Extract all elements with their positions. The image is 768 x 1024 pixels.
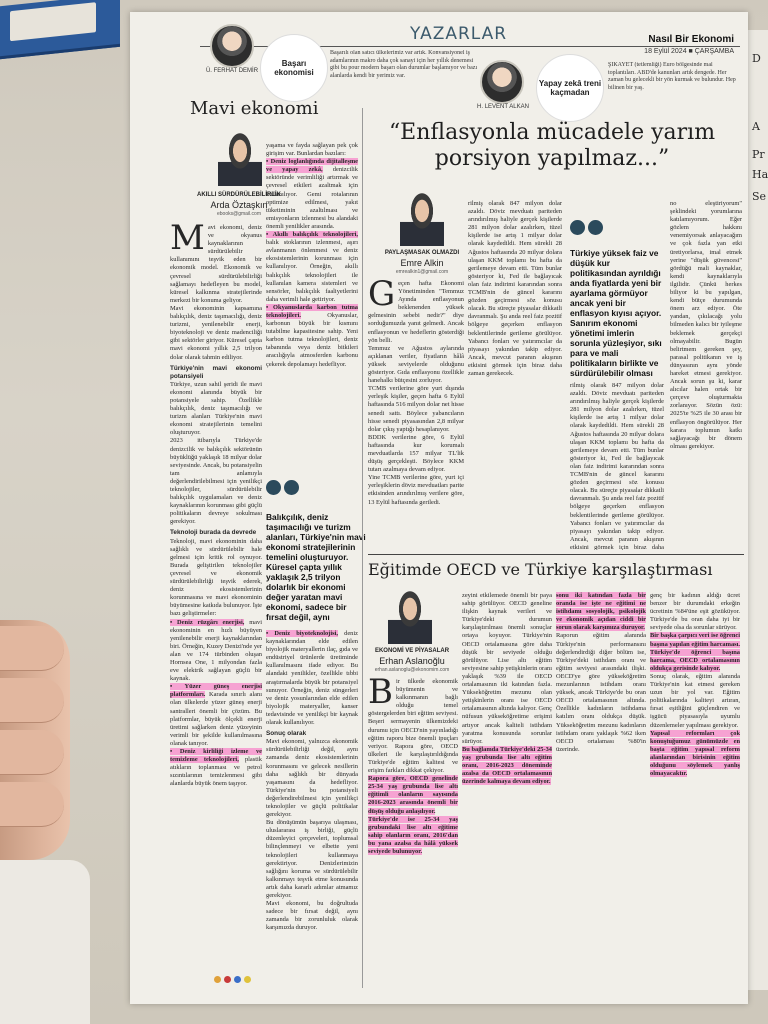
author-tag-enflasyon: PAYLAŞMASAK OLMAZDI: [384, 250, 460, 256]
oecd-column-3: sonu iki katından fazla bir oranda ise işte ne eğitimi ne istihdamı sosyolojik, psikolojik ve ekonomik açıdan ciddi bir sorun olarak karşımıza duruyor. Raporun eğitim alanında Türkiye'nin performansını değerlendirdiği diğer bölüm ise, Türkiye'deki istihdam oranı ve eğitim seviyesi arasındaki ilişki. OECD'ye göre yükseköğretim mezunlarının istihdam oranı yüksek, ancak Türkiye'de bu oran OECD ortalamasının altında. Özellikle kadınların istihdama katılım oranı oldukça düşük. Yükseköğretim mezunu kadınların istihdam oranı yaklaşık %62 iken OECD ortalaması %80'in üzerinde.: [556, 592, 646, 753]
author-caption-right: H. LEVENT ALKAN: [477, 104, 529, 110]
teaser-text-right: ŞİKAYET (tetlemliği) Euro bölgesinde mal toplantıları. ABD'de kanunları artık dengede. Her zaman bu gelecekli bir yön kurmak ve bulundur. Hep bilinen bir yaş.: [608, 62, 736, 91]
headline-enflasyon: “Enflasyonla mücadele yarım porsiyon yapılmaz...”: [388, 120, 716, 171]
enflasyon-column-1: Geçen hafta Ekonomi Yönetiminden "Temmuz Ayında enflasyonun beklenenden yüksek gelmesinin sebebi nedir?" diye sorduğumuzda yanıt gelmedi. Ancak enflasyonun ve hedeflerin gösterdiği yön belli. Temmuz ve Ağustos aylarında açıklanan veriler, fiyatların hâlâ yüksek seviyelerde olduğunu gösteriyor. Gıda enflasyonu özellikle hanehalkı bütçesini zorluyor. TCMB verilerine göre yurt dışında yerleşik kişiler, geçen hafta 6 Eylül haftasında 516 milyon dolar net hisse senedi sattı. Böylece yabancıların hisse senedi piyasasından 2,8 milyar dolar çıkış yaptığı hesaplanıyor. BDDK verilerine göre, 6 Eylül haftasında kur korumalı mevduatlarda 157 milyar TL'lik düşüş gerçekleşti. Böylece KKM tutarı azalmaya devam ediyor. Yine TCMB verilerine göre, yurt içi yerleşiklerin döviz mevduatları parite etkisinden arındırılmış verilere göre, 13 Eylül haftasında geriledi.: [368, 280, 464, 506]
oecd-column-4: genç bir kadının aldığı ücret benzer bir durumdaki erkeğin ücretinin %84'üne eşit gözüküyor. Türkiye'de bu oran daha iyi bir seviyede olsa da sorunlar sürüyor. Bir başka çarpıcı veri ise öğrenci başına yapılan eğitim harcaması. Türkiye'de öğrenci başına harcama, OECD ortalamasının oldukça gerisinde kalıyor. Sonuç olarak, eğitim alanında Türkiye'nin kat etmesi gereken uzun bir yol var. Eğitim politikalarında kaliteyi artıran, fırsat eşitliğini güçlendiren ve işgücü piyasasıyla uyumlu düzenlemeler yapılması gerekiyor. Yapısal reformları çok konuştuğumuz günümüzde en başta eğitim yapısal reform alanlarından birisinin eğitim olduğunu söylemek yanlış olmayacaktır.: [650, 592, 740, 778]
quote-marks-enflasyon: [570, 220, 606, 240]
enflasyon-column-3: rilmiş olarak 847 milyon dolar azaldı. Döviz mevduatı pariteden arındırılmış haliyle gerçek kişilerde 281 milyon dolar azalırken, tüzel kişilerde ise artış 1 milyar dolar olarak kaydedildi. Hem sürekli 28 Ağustos haftasında 20 milyar dolara ulaşan KKM toplamı bu hafta da gerilemeye devam etti. Tüm bunlar gösteriyor ki, Fed ile bağlayıcak olan faiz indirimi kararından sonra TCMB'nin de güncel kararını gözden geçirmesi söz konusu olacak. Bu süreçte piyasalar dikkatli davranmalı. Şu anda reel faiz pozitif bölgeye geçerken enflasyon beklentilerinde gerileme görülüyor. Yabancı fonları ve yatırımcılar da piyasayı yakından takip ediyor. Ancak, mevcut paranın akışının etkisini görmek için biraz daha: [570, 382, 664, 550]
teaser-bubble-right: Yapay zekâ treni kaçmadan: [536, 54, 604, 122]
column-divider: [362, 108, 363, 988]
author-avatar-right: [480, 60, 524, 104]
newspaper-page: [130, 12, 748, 1004]
headline-oecd: Eğitimde OECD ve Türkiye karşılaştırması: [368, 560, 713, 579]
author-tag-mavi: AKILLI SÜRDÜRÜLEBİLİRLİK: [197, 192, 281, 198]
mavi-column-2-top: yaşama ve fayda sağlayan pek çok girişim var. Bunlardan bazıları: • Deniz loglanlığında dijitalleşme ve yapay zekâ, denizcilik sektöründe verimliliği artırmak ve çevresel etkileri azaltmak için kullanılıyor. Gemi rotalarının optimize edilmesi, yakıt tüketiminin azaltılması ve emisyonların izlenmesi bu alandaki önemli yenilikler arasında. • Akıllı balıkçılık teknolojileri, balık stoklarının izlenmesi, aşırı avlanmanın önlenmesi ve deniz ekosistemlerinin korunması için kullanılıyor. Örneğin, akıllı balıkçılık teknolojileri ile kullanılan kamera sistemleri ve sensörler, balıkçılık faaliyetlerini daha verimli hale getiriyor. • Okyanuslarda karbon tutma teknolojileri. Okyanuslar, karbonun büyük bir kısmını tutabilme kapasitesine sahip. Yeni karbon tutma teknolojileri, deniz tabanında veya deniz bitkileri aracılığıyla atmosferden karbonu çekerek depolamayı hedefliyor.: [266, 142, 358, 368]
author-email-emre: emrealkin1@gmail.com: [395, 269, 449, 275]
quote-marks-mavi: [266, 480, 302, 500]
author-email-erhan: erhan.aslanoglu@ekonomim.com: [374, 667, 450, 673]
author-photo-emre: [400, 192, 444, 246]
author-avatar-left: [210, 24, 254, 68]
mavi-column-2-bottom: • Deniz biyoteknolojisi, deniz kaynaklarından elde edilen biyolojik materyallerin ilaç, gıda ve endüstriyel ürünlerde üretiminde kullanılmasını ifade ediyor. Bu alandaki yenilikler, özellikle tıbbi araştırmalarda büyük bir potansiyel sunuyor. Örneğin, deniz süngerleri ve deniz yosunlarından elde edilen biyolojik materyaller, kanser tedavisinde ve yenilikçi bir kaynak olarak kullanılıyor. Sonuç olarak Mavi ekonomi, yalnızca ekonomik sürdürülebilirliği değil, aynı zamanda deniz ekosistemlerinin korunmasını ve gelecek nesillerin daha sağlıklı bir dünyada yaşamasını da hedefliyor. Türkiye'nin bu potansiyeli değerlendirebilmesi için yenilikçi teknolojiler ve güçlü politikalar gerekiyor. Bu dönüşümün başarıya ulaşması, uluslararası iş birliği, güçlü düzenleyici çerçeveleri, toplumsal bilinçlenmeyi ve elbette yeni teknolojileri kullanmaya gerektiriyor. Denizlerimizin sağlığını koruma ve sürdürülebilir kalkınmayı teşvik etme konusunda artık daha kararlı adımlar atmamız gerekiyor. Mavi ekonomi, bu doğrultuda sadece bir fırsat değil, aynı zamanda bir zorunluluk olarak karşımızda duruyor.: [266, 630, 358, 932]
mavi-column-1: Mavi ekonomi, deniz ve okyanus kaynaklarının sürdürülebilir kullanımını teşvik eden bir ekonomik model. Ekonomik ve çevresel sürdürülebilirliği sağlamayı hedefleyen bu model, küresel kalkınma stratejilerinde merkezi bir konuma geliyor. Mavi ekonominin kapsamına balıkçılık, deniz taşımacılığı, deniz turizmi, yenilenebilir enerji, biyoteknoloji ve deniz madenciliği gibi sektörler giriyor. Küresel çapta mavi ekonomi yıllık 2,5 trilyon dolar olarak tahmin ediliyor. Türkiye'nin mavi ekonomi potansiyeli Türkiye, uzun sahil şeridi ile mavi ekonomi alanında büyük bir potansiyele sahip. Özellikle balıkçılık, deniz taşımacılığı ve turizm alanları Türkiye'nin mavi ekonomi stratejilerinin temelini oluşturuyor. 2023 itibarıyla Türkiye'de denizcilik ve balıkçılık sektörünün büyüklüğü yaklaşık 18 milyar dolar seviyesinde. Ancak, bu potansiyelin tam anlamıyla değerlendirilebilmesi için yenilikçi teknolojiler, sürdürülebilir balıkçılık uygulamaları ve deniz kaynaklarının korunması gibi güçlü politikaların devreye sokulması gerekiyor. Teknoloji burada da devrede Teknoloji, mavi ekonominin daha sağlıklı ve sürdürülebilir hale gelmesi için kritik rol oynuyor. Burada geliştirilen teknolojiler çevresel ve ekonomik sürdürülebilirliği teşvik ederek, deniz ekosistemlerinin korunmasına ve mavi ekonominin büyümesine katkıda bulunuyor. İşte bazı geliştirmeler: • Deniz rüzgârı enerjisi, mavi ekonominin en hızlı büyüyen yenilenebilir enerji kaynaklarından biri. Örneğin, Kuzey Denizi'nde yer alan ve 174 türbinden oluşan Hornsea One, 1 milyondan fazla eve elektrik sağlayan güçlü bir kaynak. • Yüzer güneş enerjisi platformları. Karada sınırlı alanı olan ülkelerde yüzer güneş enerji santralleri önemli bir çözüm. Bu platformlar, büyük ölçekli enerji üretimi sağlarken deniz yüzeyinin verimli bir şekilde kullanılmasına olanak tanıyor. • Deniz kirliliği izleme ve temizleme teknolojileri, plastik atıkların toplanması ve petrol sızıntılarının temizlenmesi gibi alanlarda büyük önem taşıyor.: [170, 224, 262, 788]
hand: [0, 620, 70, 860]
publication-name: Nasıl Bir Ekonomi: [648, 34, 734, 45]
pull-quote-enflasyon: Türkiye yüksek faiz ve düşük kur politikasından ayrıldığı anda fiyatlarda yeni bir ayarlama görmüyor ancak yeni bir enflasyon kıyısı açıyor. Sanırım ekonomi yönetimi imlerin sorunla yüzleşiyor, sıkı para ve mali politikaların birlikte ve sürdürülebilir olması: [570, 248, 662, 378]
pull-quote-mavi: Balıkçılık, deniz taşımacılığı ve turizm alanları, Türkiye'nin mavi ekonomi stratejilerinin temelini oluşturuyor. Küresel çapta yıllık yaklaşık 2,5 trilyon dolarlık bir ekonomi değer yaratan mavi ekonomi, sadece bir fırsat değil, aynı: [266, 512, 366, 622]
column-title-mavi: Mavi ekonomi: [190, 98, 319, 119]
publication-date: 18 Eylül 2024 ■ ÇARŞAMBA: [644, 48, 734, 55]
oecd-column-1: Bir ülkede ekonomik büyümenin ve kalkınmanın bağlı olduğu temel göstergelerden biri eğitim seviyesi. Beşeri sermayenin ülkemizdeki durumu için OECD'nin yayınladığı eğitim raporu bize önemli ipuçları veriyor. Rapora göre, OECD ülkeleri ile karşılaştırıldığında Türkiye'de eğitim kalitesi ve erişim farkları dikkat çekiyor. Rapora göre, OECD genelinde 25-34 yaş grubunda lise altı eğitimli olanların sayısında 2016-2023 arasında önemli bir düşüş olduğu anlaşılıyor. Türkiye'de ise 25-34 yaş grubundaki lise altı eğitime sahip olanların oranı, 2016'dan bu yana azalsa da hâlâ yüksek seviyede bulunuyor.: [368, 678, 458, 855]
author-photo-erhan: [388, 590, 432, 644]
author-name-emre: Emre Alkin: [400, 258, 444, 268]
author-photo-arda: [218, 132, 262, 186]
oecd-column-2: zeyini etkilemede önemli bir paya sahip görülüyor. OECD geneline ilişkin kaynak verileri ve Türkiye'deki durumun karşılaştırılması önemli sonuçlar ortaya koyuyor. Türkiye'nin OECD ortalamasına göre daha düşük bir seviyede olduğu görülüyor. Lise altı eğitim seviyesine sahip yetişkinlerin oranı yaklaşık %39 ile OECD ortalamasının iki katından fazla. Yükseköğretim mezunu olan yetişkinlerin oranı ise OECD ortalamasının altında kalıyor. Genç nüfusun yükseköğretime erişimi artıyor ancak kaliteli istihdam yaratma konusunda sorunlar sürüyor. Bu bağlamda Türkiye'deki 25-34 yaş grubunda lise altı eğitim oranı, 2016-2023 döneminde azalsa da OECD ortalamasının üzerinde kalmaya devam ediyor.: [462, 592, 552, 786]
teaser-bubble-left: Başarı ekonomisi: [260, 34, 328, 102]
author-email-arda: ebooks@gmail.com: [217, 211, 261, 217]
drop-cap: M: [170, 224, 205, 258]
sleeve: [0, 860, 90, 1024]
enflasyon-column-4: no eleştiriyorum" şeklindeki yorumlarına katılamıyorum. Eğer gözlem hakkını venemiyorsak anlayacağım ve çok fazla yan etki üretiyorlarsa, imal etmek yerine "düşük güvencesi" gördüğü mali kaynaklar, kendi kaynaklarıyla ilgilidir. Çünkü herkes biliyor ki bu yapılgan, kendi bütçe durumunda önem arz ediyor. Öte yandan, çıkılacağı yolu bilmeden kalıcı bir iyileşme beklemek gerçekçi olmayabilir. Bugün belirtmem gereken şey, parasal politikanın ve iş dünyasının aynı yönde hareket etmesi gerekiyor. Ancak sorun şu ki, karar alıcılar halen ortak bir çerçeve oluşturmakta zorlanıyor. Sözün özü: 2025'te %25 ile 30 arası bir enflasyon öngörülüyor. Her karara toplumun katkı sağlayacağı bir dönem olması gerekiyor.: [670, 200, 742, 450]
enflasyon-column-2: rilmiş olarak 847 milyon dolar azaldı. Döviz mevduatı pariteden arındırılmış haliyle gerçek kişilerde 281 milyon dolar azalırken, tüzel kişilerde ise artış 1 milyar dolar olarak kaydedildi. Hem sürekli 28 Ağustos haftasında 20 milyar dolara ulaşan KKM toplamı bu hafta da gerilemeye devam etti. Tüm bunlar gösteriyor ki, Fed ile bağlayıcak olan faiz indirimi kararından sonra TCMB'nin de güncel kararını gözden geçirmesi söz konusu olacak. Bu süreçte piyasalar dikkatli davranmalı. Şu anda reel faiz pozitif bölgeye geçerken enflasyon beklentilerinde gerileme görülüyor. Yabancı fonları ve yatırımcılar da piyasayı yakından takip ediyor. Ancak, mevcut paranın akışının etkisini görmek için biraz daha zaman gerekecek.: [468, 200, 562, 377]
section-rule: [368, 554, 744, 555]
author-tag-oecd: EKONOMİ VE PİYASALAR: [374, 648, 450, 654]
adjacent-page: D A Pr Ha Se: [748, 30, 768, 990]
section-title: YAZARLAR: [410, 24, 508, 44]
author-name-arda: Arda Öztaşkın: [210, 200, 268, 210]
end-dots: [214, 976, 251, 983]
teaser-text-left: Başarılı olan satıcı ülkelerimiz var artık. Konvansiyonel iş adamlarının makro daha çok sanayi için her yıllık denemesi gibi bu pour modern başarı olan durumlar başlamıyor ve bazı alanlarda kendi bir yerimiz var.: [330, 50, 478, 79]
author-caption-left: Ü. FERHAT DEMİR: [205, 68, 259, 74]
author-name-erhan: Erhan Aslanoğlu: [379, 656, 445, 666]
